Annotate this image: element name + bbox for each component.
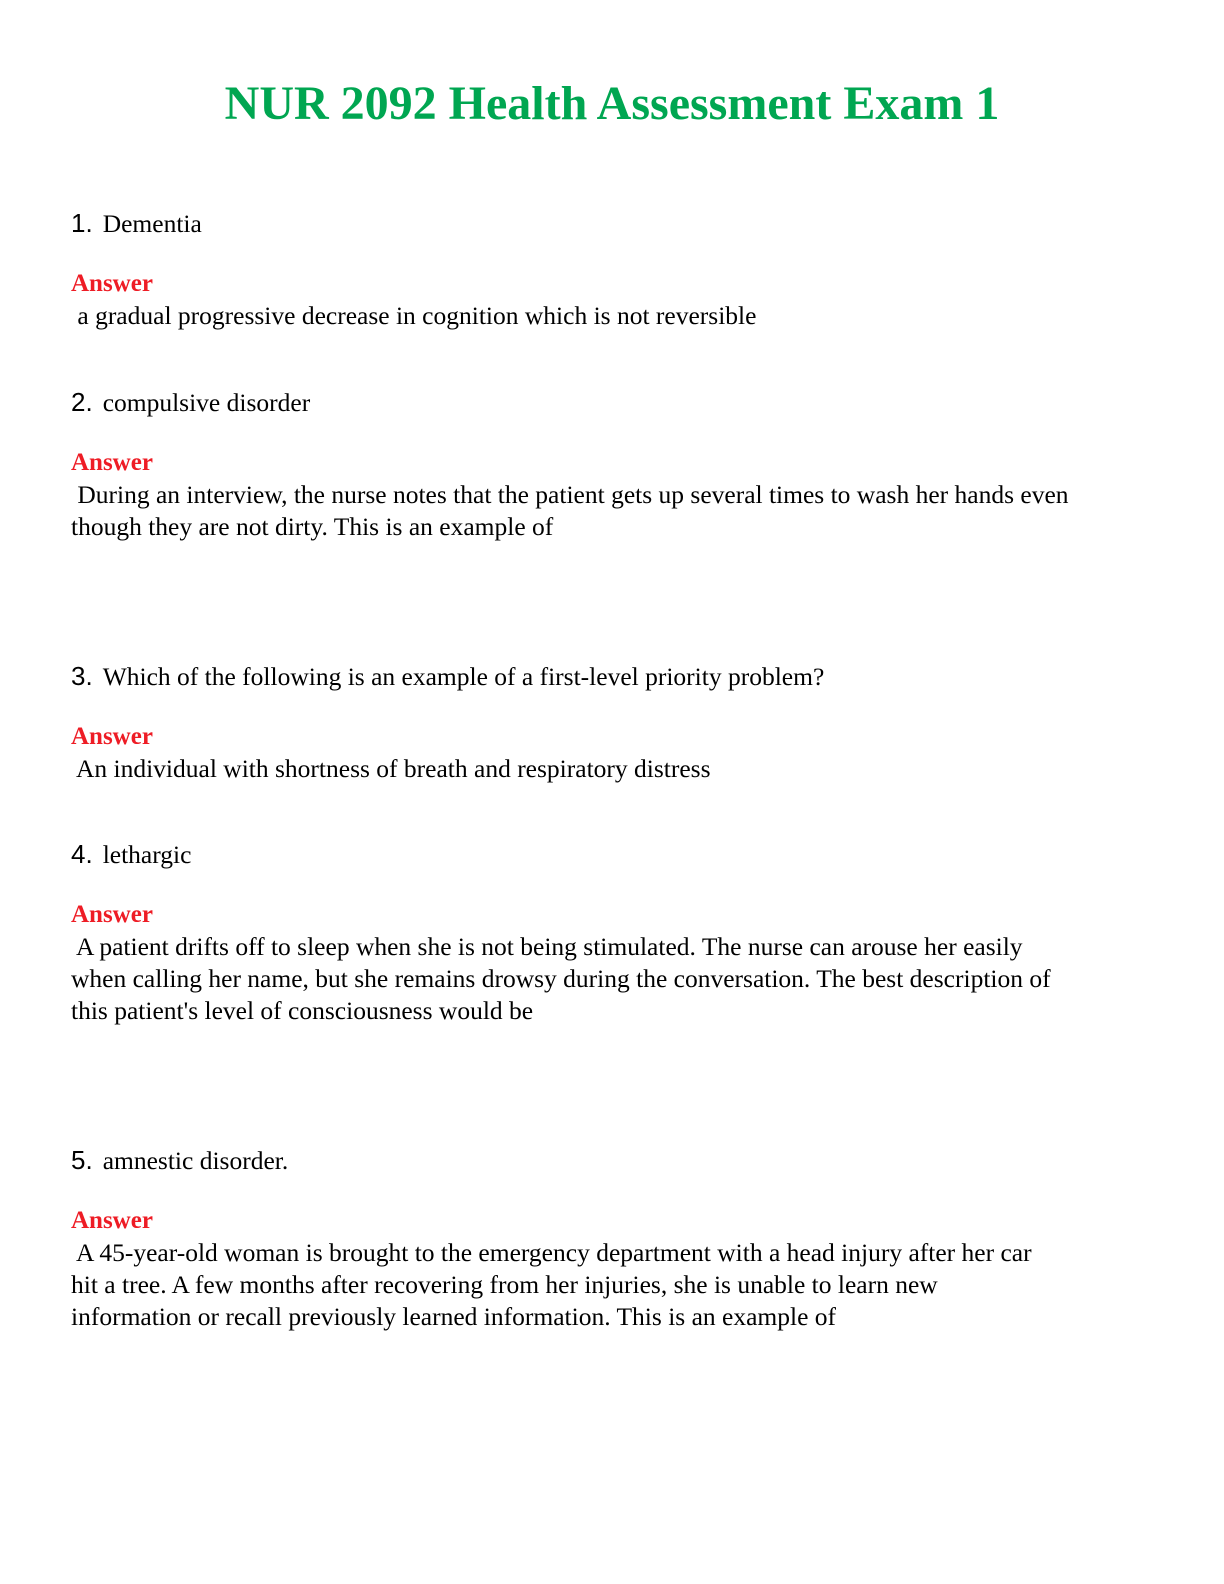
answer-text [71,300,1151,332]
document-title: NUR 2092 Health Assessment Exam 1 [224,77,1000,130]
question-item-4 [71,837,1151,1027]
answer-line: though they are not dirty. This is an example of [71,512,554,541]
question-item-2 [71,385,1151,543]
answer-line: information or recall previously learned information. This is an example of [71,1302,837,1331]
answer-line: A patient drifts off to sleep when she is not being stimulated. The nurse can arouse her easily [71,932,1023,961]
question-item-1 [71,206,1151,332]
answer-line: An individual with shortness of breath and respiratory distress [71,754,711,783]
answer-label: Answer [71,723,153,750]
answer-line: when calling her name, but she remains drowsy during the conversation. The best description of [71,964,1051,993]
question-number: 2. [71,387,93,417]
answer-label: Answer [71,270,153,297]
question-prompt: lethargic [102,840,192,869]
question-prompt: compulsive disorder [102,388,311,417]
answer-line: hit a tree. A few months after recovering from her injuries, she is unable to learn new [71,1270,938,1299]
question-row [71,837,1151,871]
answer-text [71,1237,1151,1333]
question-prompt: Dementia [102,209,202,238]
answer-text [71,931,1151,1027]
question-row [71,206,1151,240]
answer-line: a gradual progressive decrease in cognition which is not reversible [71,301,757,330]
question-item-5 [71,1143,1151,1333]
answer-text [71,753,1151,785]
question-prompt: Which of the following is an example of a first-level priority problem? [102,662,825,691]
answer-label: Answer [71,901,153,928]
answer-line: During an interview, the nurse notes that the patient gets up several times to wash her hands even [71,480,1069,509]
question-row [71,659,1151,693]
answer-line: this patient's level of consciousness would be [71,996,534,1025]
answer-label: Answer [71,1207,153,1234]
answer-text [71,479,1151,543]
question-item-3 [71,659,1151,785]
answer-line: A 45-year-old woman is brought to the emergency department with a head injury after her car [71,1238,1032,1267]
question-number: 1. [71,208,93,238]
question-prompt: amnestic disorder. [102,1146,289,1175]
question-number: 4. [71,839,93,869]
answer-label: Answer [71,449,153,476]
question-row [71,1143,1151,1177]
question-row [71,385,1151,419]
question-number: 3. [71,661,93,691]
question-number: 5. [71,1145,93,1175]
